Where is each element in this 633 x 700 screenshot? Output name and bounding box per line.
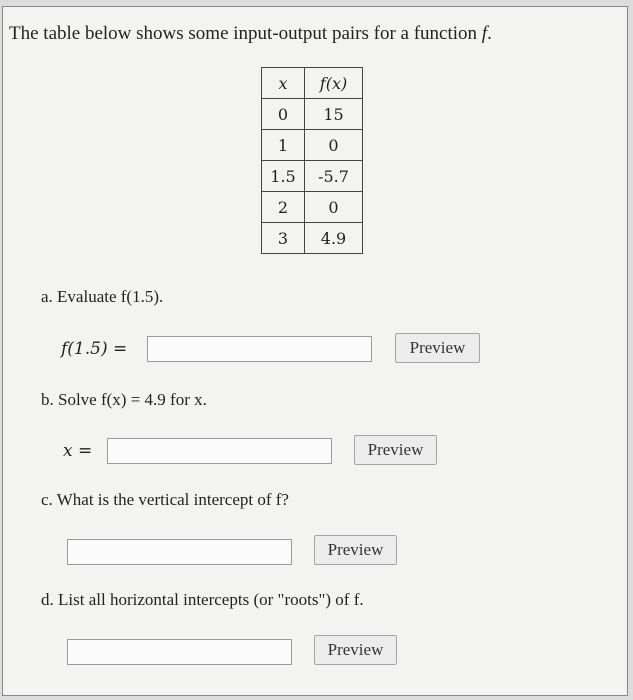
question-panel (2, 6, 628, 696)
table-row (262, 161, 363, 192)
preview-b-button[interactable]: Preview (354, 435, 437, 465)
question-b: b. Solve f(x) = 4.9 for x. (41, 390, 207, 409)
intro-text: The table below shows some input-output pairs for a function f. (9, 23, 492, 44)
question-a: a. Evaluate f(1.5). (41, 287, 164, 306)
input-output-table (261, 67, 363, 254)
cell-fx: 0 (305, 192, 363, 223)
question-d: d. List all horizontal intercepts (or "roots") of f. (41, 590, 364, 609)
cell-fx: 0 (305, 130, 363, 161)
cell-x: 2 (262, 192, 305, 223)
header-x: x (262, 68, 305, 99)
cell-fx: 4.9 (305, 223, 363, 254)
header-fx: f(x) (305, 68, 363, 99)
cell-x: 1.5 (262, 161, 305, 192)
answer-b-label: x = (63, 441, 93, 461)
answer-a-label: f(1.5) = (61, 339, 128, 359)
preview-c-button[interactable]: Preview (314, 535, 397, 565)
table-row (262, 223, 363, 254)
answer-c-input[interactable] (67, 539, 292, 565)
cell-x: 0 (262, 99, 305, 130)
cell-x: 1 (262, 130, 305, 161)
answer-b-input[interactable] (107, 438, 332, 464)
table-header-row (262, 68, 363, 99)
question-c: c. What is the vertical intercept of f? (41, 490, 289, 509)
table-row (262, 130, 363, 161)
preview-a-button[interactable]: Preview (395, 333, 480, 363)
preview-d-button[interactable]: Preview (314, 635, 397, 665)
function-symbol: f (481, 23, 488, 44)
table-row (262, 192, 363, 223)
answer-d-input[interactable] (67, 639, 292, 665)
cell-fx: -5.7 (305, 161, 363, 192)
cell-x: 3 (262, 223, 305, 254)
answer-a-input[interactable] (147, 336, 372, 362)
cell-fx: 15 (305, 99, 363, 130)
table-row (262, 99, 363, 130)
